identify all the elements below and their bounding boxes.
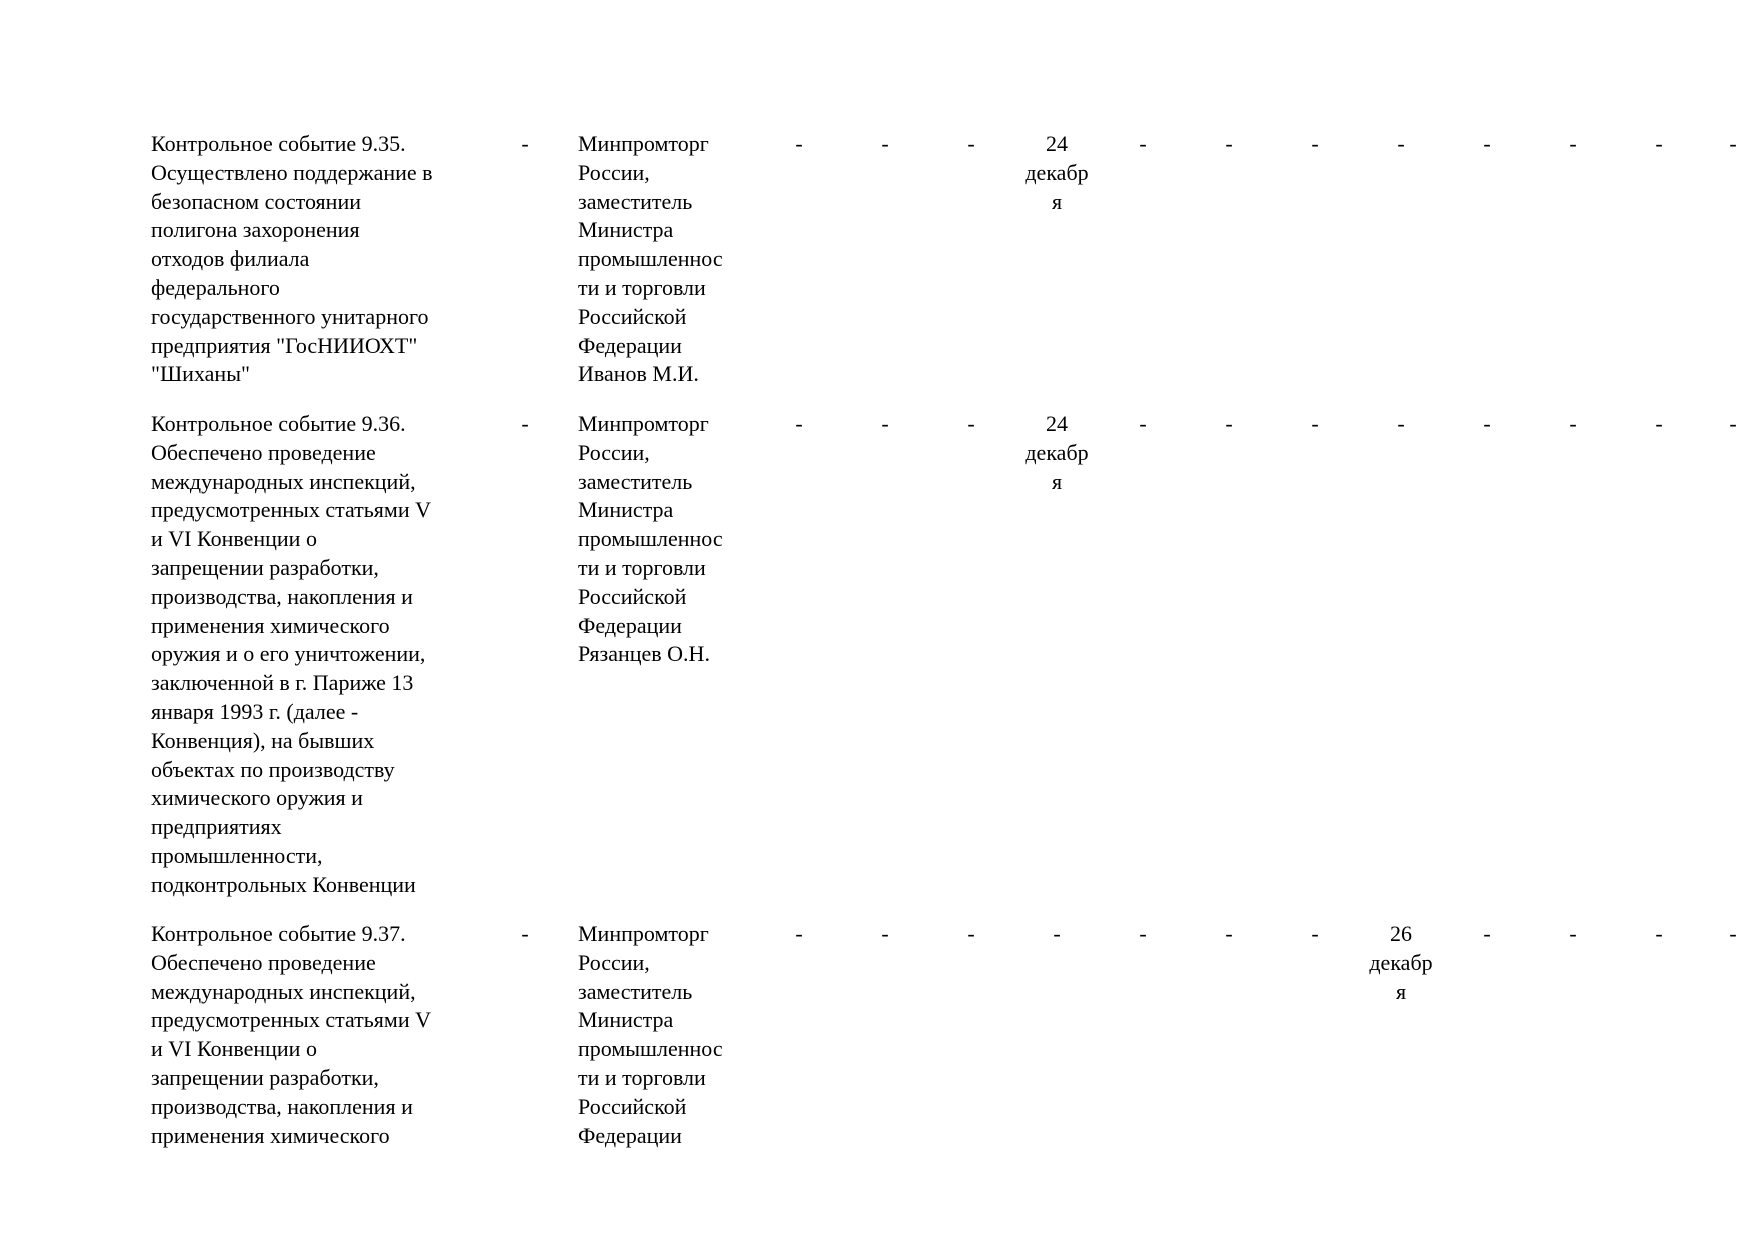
month-value: - <box>1311 921 1319 946</box>
month-value: - <box>1311 131 1319 156</box>
event-description: Контрольное событие 9.37. Обеспечено проведение международных инспекций, предусмотренных статьями V и VI Конвенции о запрещении разработки, производства, накопления и применения химического <box>151 921 432 1148</box>
month-value: - <box>1655 131 1663 156</box>
month-value: - <box>1139 411 1147 436</box>
month-value: - <box>1655 411 1663 436</box>
event-description: Контрольное событие 9.35. Осуществлено поддержание в безопасном состоянии полигона захоронения отходов филиала федерального государственного унитарного предприятия "ГосНИИОХТ" "Шиханы" <box>151 131 433 387</box>
month-value: 24 декабр я <box>1025 411 1089 494</box>
empty-value: - <box>521 921 529 946</box>
month-value: - <box>1569 131 1577 156</box>
month-value: - <box>1729 921 1737 946</box>
month-value: - <box>1569 411 1577 436</box>
month-value: - <box>1053 921 1061 946</box>
month-value: - <box>1655 921 1663 946</box>
month-value: - <box>1397 411 1405 436</box>
month-value: - <box>795 411 803 436</box>
responsible-executor: Минпромторг России, заместитель Министра промышленнос ти и торговли Российской Федерации Рязанцев О.Н. <box>578 411 723 667</box>
month-value: - <box>1483 921 1491 946</box>
month-value: - <box>881 921 889 946</box>
month-value: - <box>1483 411 1491 436</box>
month-value: - <box>1311 411 1319 436</box>
responsible-executor: Минпромторг России, заместитель Министра промышленнос ти и торговли Российской Федерации Иванов М.И. <box>578 131 723 387</box>
month-value: - <box>881 131 889 156</box>
month-value: - <box>1225 411 1233 436</box>
empty-value: - <box>521 411 529 436</box>
month-value: - <box>1225 131 1233 156</box>
month-value: - <box>881 411 889 436</box>
responsible-executor: Минпромторг России, заместитель Министра промышленнос ти и торговли Российской Федерации <box>578 921 723 1148</box>
month-value: - <box>967 411 975 436</box>
month-value: - <box>1729 131 1737 156</box>
month-value: 24 декабр я <box>1025 131 1089 214</box>
month-value: - <box>795 921 803 946</box>
month-value: - <box>1483 131 1491 156</box>
month-value: - <box>1139 131 1147 156</box>
month-value: - <box>1397 131 1405 156</box>
event-description: Контрольное событие 9.36. Обеспечено проведение международных инспекций, предусмотренных статьями V и VI Конвенции о запрещении разработки, производства, накопления и применения химического оружия и о его уничтожении, заключенной в г. Париже 13 января 1993 г. (далее - Конвенция), на бывших объектах по производству химического оружия и предприятиях промышленности, подконтрольных Конвенции <box>151 411 432 897</box>
month-value: - <box>967 131 975 156</box>
month-value: - <box>1139 921 1147 946</box>
month-value: - <box>1729 411 1737 436</box>
month-value: - <box>1569 921 1577 946</box>
empty-value: - <box>521 131 529 156</box>
month-value: - <box>795 131 803 156</box>
month-value: - <box>1225 921 1233 946</box>
month-value: - <box>967 921 975 946</box>
month-value: 26 декабр я <box>1369 921 1433 1004</box>
